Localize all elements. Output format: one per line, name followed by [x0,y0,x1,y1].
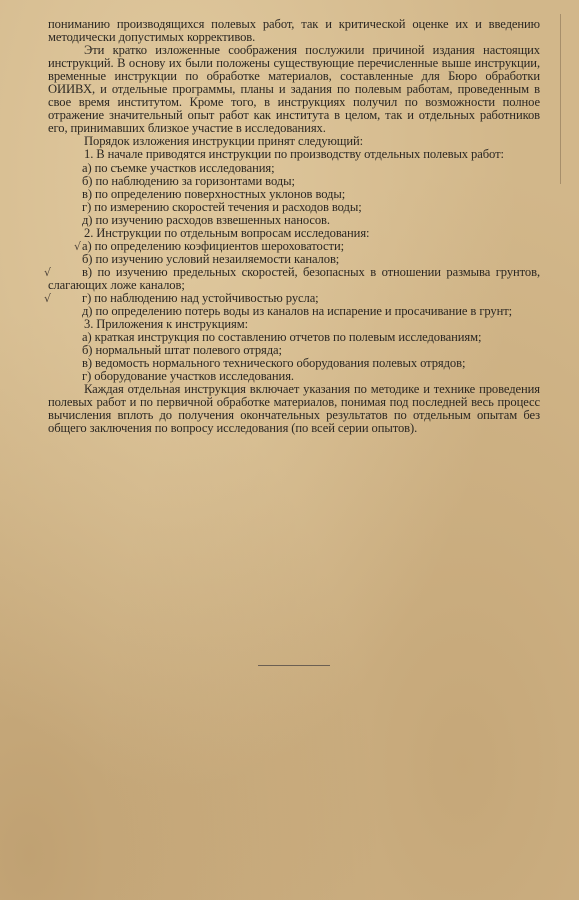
paragraph-methodology: Каждая отдельная инструкция включает указания по методике и технике проведения полевых работ и по первичной обработке материалов, понимая под последней весь процесс вычисления вплоть до получения окончательных результатов по отдельным опытам без общего заключения по вопросу исследования (по всей серии опытов). [48,382,540,436]
section-3-item-a: а) краткая инструкция по составлению отчетов по полевым исследованиям; [82,330,482,345]
section-1-item-d: г) по измерению скоростей течения и расходов воды; [82,199,362,214]
paragraph-order: Порядок изложения инструкции принят следующий: [84,134,364,149]
section-2-item-b: б) по изучению условий незаиляемости каналов; [82,251,340,266]
handwritten-check-icon: √ [74,239,81,253]
section-1-item-a: а) по съемке участков исследования; [82,160,275,175]
paragraph-reasons: Эти кратко изложенные соображения послужили причиной издания настоящих инструкций. В основу их были положены существующие перечисленные выше инструкции, временные инструкции по обработке материалов, составленные для Бюро обработки ОИИВХ, и отдельные программы, планы и задания по полевым работам, проведенным в свое время институтом. Кроме того, в инструкциях получил по возможности полное отражение значительный опыт работ как института в целом, так и отдельных работников его, принимавших близкое участие в исследованиях. [48,43,540,136]
section-3-item-d: г) оборудование участков исследования. [82,369,294,384]
section-1-item-e: д) по изучению расходов взвешенных наносов. [82,212,330,227]
section-2-heading: 2. Инструкции по отдельным вопросам исследования: [84,225,370,240]
section-3-item-b: б) нормальный штат полевого отряда; [82,343,282,358]
section-1-item-c: в) по определению поверхностных уклонов воды; [82,186,346,201]
section-3-item-c: в) ведомость нормального технического оборудования полевых отрядов; [82,356,466,371]
paragraph-continuation: пониманию производящихся полевых работ, так и критической оценке их и введению методически допустимых коррективов. [48,17,540,45]
section-2-item-d: г) по наблюдению над устойчивостью русла; [82,290,319,305]
section-1-item-b: б) по наблюдению за горизонтами воды; [82,173,295,188]
section-2-item-c-wrap [44,264,540,292]
section-2-item-e: д) по определению потерь воды из каналов на испарение и просачивание в грунт; [82,304,513,319]
section-1-heading: 1. В начале приводятся инструкции по производству отдельных полевых работ: [84,147,504,162]
handwritten-check-icon: √ [44,265,51,279]
section-divider [258,665,330,666]
section-2-item-a: а) по определению коэфициентов шероховатости; [82,238,344,253]
document-text [44,17,540,436]
section-2-item-c: в) по изучению предельных скоростей, безопасных в отношении размыва грунтов, слагающих ложе каналов; [48,264,540,292]
section-2-item-d-wrap [44,290,540,305]
section-2-item-a-wrap [48,240,540,253]
page-crease [560,14,561,184]
section-3-heading: 3. Приложения к инструкциям: [84,317,249,332]
handwritten-check-icon: √ [44,291,51,305]
